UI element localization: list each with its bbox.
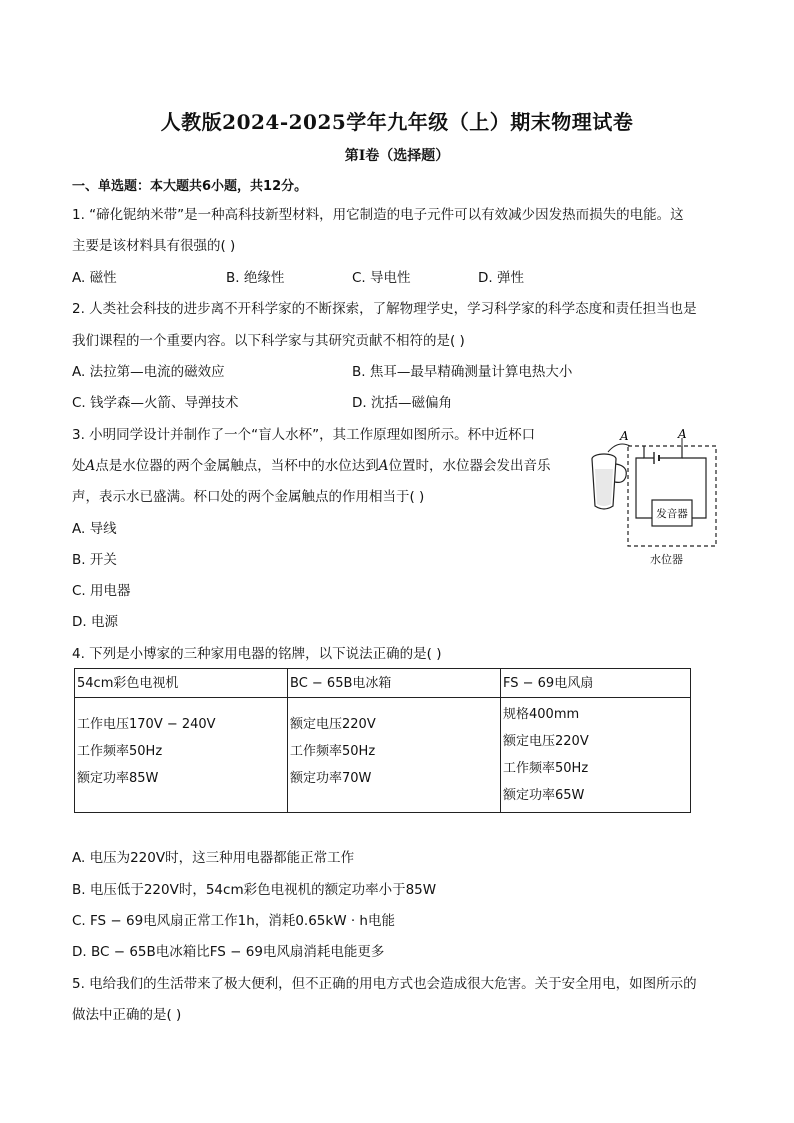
q5-text-line2: 做法中正确的是( ) bbox=[72, 1007, 182, 1023]
tv-spec-power: 额定功率85W bbox=[77, 771, 159, 786]
q3-var-a: A bbox=[85, 458, 96, 474]
q2-option-b[interactable]: B. 焦耳—最早精确测量计算电热大小 bbox=[352, 364, 573, 380]
table-cell-fridge bbox=[288, 698, 501, 813]
q3-line2-post: 位置时，水位器会发出音乐 bbox=[388, 458, 551, 474]
table-cell-tv bbox=[75, 698, 288, 813]
q1-option-b[interactable]: B. 绝缘性 bbox=[226, 270, 285, 286]
table-header-row bbox=[75, 669, 691, 698]
diagram-caption: 水位器 bbox=[650, 553, 683, 566]
fridge-spec-frequency: 工作频率50Hz bbox=[290, 744, 376, 759]
cup-icon bbox=[592, 454, 626, 509]
q5-text-line1: 5. 电给我们的生活带来了极大便利，但不正确的用电方式也会造成很大危害。关于安全用电，如图所示的 bbox=[72, 976, 697, 992]
q3-line2-mid: 点是水位器的两个金属触点，当杯中的水位达到 bbox=[95, 458, 379, 474]
q3-var-a2: A bbox=[378, 458, 389, 474]
q2-text-line2: 我们课程的一个重要内容。以下科学家与其研究贡献不相符的是( ) bbox=[72, 333, 465, 349]
exam-subtitle: 第I卷（选择题） bbox=[344, 148, 450, 164]
sounder-label: 发音器 bbox=[656, 508, 688, 520]
q4-option-d[interactable]: D. BC − 65B电冰箱比FS − 69电风扇消耗电能更多 bbox=[72, 944, 385, 960]
label-a-left: A bbox=[620, 429, 629, 443]
appliance-spec-table bbox=[74, 668, 691, 813]
q2-option-a[interactable]: A. 法拉第—电流的磁效应 bbox=[72, 364, 225, 380]
q3-option-b[interactable]: B. 开关 bbox=[72, 552, 117, 568]
tv-spec-frequency: 工作频率50Hz bbox=[77, 744, 163, 759]
q1-option-c[interactable]: C. 导电性 bbox=[352, 270, 411, 286]
fan-spec-size: 规格400mm bbox=[503, 707, 580, 722]
q1-text-line1: 1. “碲化铌纳米带”是一种高科技新型材料，用它制造的电子元件可以有效减少因发热而损失的电能。这 bbox=[72, 207, 684, 223]
q4-option-c[interactable]: C. FS − 69电风扇正常工作1h，消耗0.65kW · h电能 bbox=[72, 913, 395, 929]
table-header-fridge: BC − 65B电冰箱 bbox=[288, 669, 501, 698]
fridge-spec-power: 额定功率70W bbox=[290, 771, 372, 786]
q1-option-a[interactable]: A. 磁性 bbox=[72, 270, 117, 286]
q4-option-b[interactable]: B. 电压低于220V时，54cm彩色电视机的额定功率小于85W bbox=[72, 882, 437, 898]
fan-spec-power: 额定功率65W bbox=[503, 788, 585, 803]
label-a-right: A bbox=[678, 427, 687, 441]
exam-title: 人教版2024-2025学年九年级（上）期末物理试卷 bbox=[160, 110, 634, 134]
q3-option-d[interactable]: D. 电源 bbox=[72, 614, 118, 630]
fridge-spec-voltage: 额定电压220V bbox=[290, 717, 376, 732]
q2-text-line1: 2. 人类社会科技的进步离不开科学家的不断探索，了解物理学史，学习科学家的科学态度和责任担当也是 bbox=[72, 301, 697, 317]
q1-text-line2: 主要是该材料具有很强的( ) bbox=[72, 238, 236, 254]
fan-spec-voltage: 额定电压220V bbox=[503, 734, 589, 749]
q3-text-line2 bbox=[72, 456, 551, 476]
q2-option-d[interactable]: D. 沈括—磁偏角 bbox=[352, 395, 452, 411]
q3-text-line3: 声，表示水已盛满。杯口处的两个金属触点的作用相当于( ) bbox=[72, 489, 425, 505]
table-row bbox=[75, 698, 691, 813]
water-level-device-box bbox=[628, 446, 716, 546]
q3-text-line1: 3. 小明同学设计并制作了一个“盲人水杯”，其工作原理如图所示。杯中近杯口 bbox=[72, 427, 536, 443]
tv-spec-voltage: 工作电压170V − 240V bbox=[77, 717, 216, 732]
q3-option-a[interactable]: A. 导线 bbox=[72, 521, 117, 537]
table-header-fan: FS − 69电风扇 bbox=[501, 669, 691, 698]
section-heading: 一、单选题：本大题共6小题，共12分。 bbox=[72, 179, 308, 194]
q1-option-d[interactable]: D. 弹性 bbox=[478, 270, 524, 286]
q3-option-c[interactable]: C. 用电器 bbox=[72, 583, 131, 599]
fan-spec-frequency: 工作频率50Hz bbox=[503, 761, 589, 776]
q4-option-a[interactable]: A. 电压为220V时，这三种用电器都能正常工作 bbox=[72, 850, 355, 866]
q3-line2-pre: 处 bbox=[72, 458, 86, 474]
q2-option-c[interactable]: C. 钱学森—火箭、导弹技术 bbox=[72, 395, 239, 411]
table-cell-fan bbox=[501, 698, 691, 813]
q4-text-line1: 4. 下列是小博家的三种家用电器的铭牌，以下说法正确的是( ) bbox=[72, 646, 442, 662]
table-header-tv: 54cm彩色电视机 bbox=[75, 669, 288, 698]
water-level-diagram bbox=[584, 424, 724, 572]
